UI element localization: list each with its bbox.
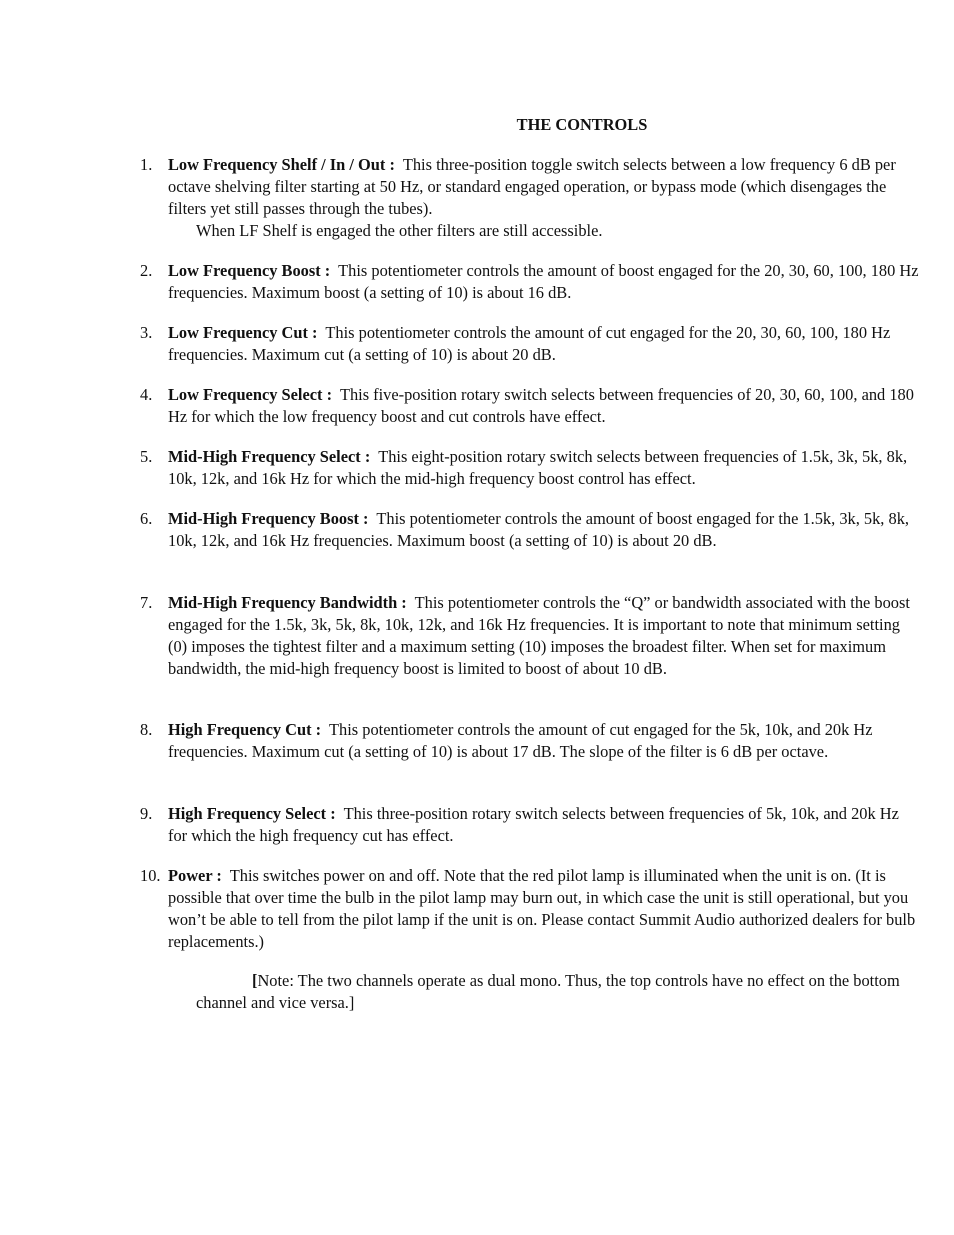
item-body xyxy=(168,508,920,552)
item-body xyxy=(168,384,920,428)
item-number: 6. xyxy=(140,509,153,528)
item-term: Low Frequency Boost : xyxy=(168,261,331,280)
item-number: 1. xyxy=(140,155,153,174)
item-number: 2. xyxy=(140,261,153,280)
item-number: 5. xyxy=(140,447,153,466)
control-item-lf-cut xyxy=(140,322,920,366)
item-term: Mid-High Frequency Select : xyxy=(168,447,371,466)
item-term: Low Frequency Cut : xyxy=(168,323,318,342)
control-item-power xyxy=(140,865,920,953)
item-number: 10. xyxy=(140,866,161,885)
item-subtext: When LF Shelf is engaged the other filters are still accessible. xyxy=(196,221,603,240)
item-term: Mid-High Frequency Bandwidth : xyxy=(168,593,407,612)
note-bracket: [ xyxy=(252,971,258,990)
item-body xyxy=(168,446,920,490)
item-term: Mid-High Frequency Boost : xyxy=(168,509,369,528)
item-description: This eight-position rotary switch selects between frequencies of 1.5k, 3k, 5k, 8k, 10k, 12k, and 16k Hz for which the mid-high frequency boost control has effect. xyxy=(168,447,908,488)
item-body xyxy=(168,322,920,366)
item-description: This potentiometer controls the amount of cut engaged for the 5k, 10k, and 20k Hz frequencies. Maximum cut (a setting of 10) is about 17 dB. The slope of the filter is 6 dB per octave. xyxy=(168,720,873,761)
item-description: This switches power on and off. Note that the red pilot lamp is illuminated when the unit is on. (It is possible that over time the bulb in the pilot lamp may burn out, in which case the unit is still operational, but you won’t be able to tell from the pilot lamp if the unit is on. Please contact Summit Audio authorized dealers for bulb replacements.) xyxy=(168,866,916,951)
control-item-hf-cut xyxy=(140,719,920,763)
item-term: Low Frequency Select : xyxy=(168,385,333,404)
channel-note xyxy=(196,970,912,1014)
control-item-mhf-bandwidth xyxy=(140,592,920,680)
item-body xyxy=(168,260,920,304)
control-item-lf-shelf xyxy=(140,154,920,242)
item-number: 7. xyxy=(140,593,153,612)
item-number: 4. xyxy=(140,385,153,404)
item-description: This five-position rotary switch selects between frequencies of 20, 30, 60, 100, and 180 Hz for which the low frequency boost and cut controls have effect. xyxy=(168,385,914,426)
item-body xyxy=(168,154,920,242)
item-description: This three-position toggle switch selects between a low frequency 6 dB per octave shelving filter starting at 50 Hz, or standard engaged operation, or bypass mode (which disengages the filters yet still passes through the tubes). xyxy=(168,155,896,218)
item-body xyxy=(168,865,920,953)
item-body xyxy=(168,592,920,680)
page-title: THE CONTROLS xyxy=(516,115,648,134)
item-description: This potentiometer controls the amount of boost engaged for the 1.5k, 3k, 5k, 8k, 10k, 12k, and 16k Hz frequencies. Maximum boost (a setting of 10) is about 20 dB. xyxy=(168,509,909,550)
item-term: High Frequency Select : xyxy=(168,804,336,823)
item-description: This potentiometer controls the “Q” or bandwidth associated with the boost engaged for the 1.5k, 3k, 5k, 8k, 10k, 12k, and 16k Hz frequencies. It is important to note that minimum setting (0) imposes the tightest filter and a maximum setting (10) imposes the broadest filter. When set for maximum bandwidth, the mid-high frequency boost is limited to boost of about 10 dB. xyxy=(168,593,910,678)
control-item-mhf-select xyxy=(140,446,920,490)
note-text: Note: The two channels operate as dual mono. Thus, the top controls have no effect on the bottom channel and vice versa.] xyxy=(196,971,900,1012)
item-number: 8. xyxy=(140,720,153,739)
control-item-lf-select xyxy=(140,384,920,428)
item-description: This potentiometer controls the amount of boost engaged for the 20, 30, 60, 100, 180 Hz frequencies. Maximum boost (a setting of 10) is about 16 dB. xyxy=(168,261,919,302)
item-term: High Frequency Cut : xyxy=(168,720,322,739)
item-body xyxy=(168,803,920,847)
item-term: Power : xyxy=(168,866,222,885)
control-item-hf-select xyxy=(140,803,920,847)
item-number: 3. xyxy=(140,323,153,342)
item-description: This potentiometer controls the amount of cut engaged for the 20, 30, 60, 100, 180 Hz frequencies. Maximum cut (a setting of 10) is about 20 dB. xyxy=(168,323,891,364)
item-number: 9. xyxy=(140,804,153,823)
item-body xyxy=(168,719,920,763)
item-description: This three-position rotary switch selects between frequencies of 5k, 10k, and 20k Hz for which the high frequency cut has effect. xyxy=(168,804,899,845)
control-item-mhf-boost xyxy=(140,508,920,552)
item-term: Low Frequency Shelf / In / Out : xyxy=(168,155,395,174)
control-item-lf-boost xyxy=(140,260,920,304)
